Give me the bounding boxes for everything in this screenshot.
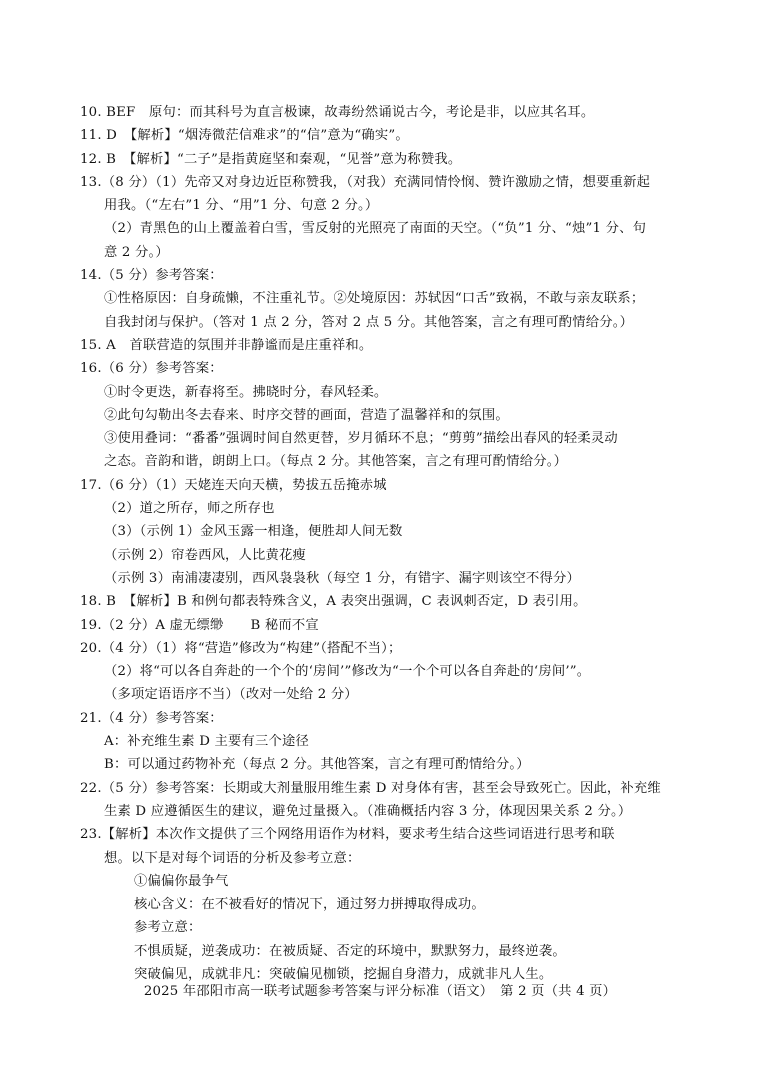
- answer-21-a: A：补充维生素 D 主要有三个途径: [104, 734, 309, 750]
- answer-14-heading: 14.（5 分）参考答案：: [80, 268, 223, 284]
- answer-13-line-2: 用我。（“左右”1 分、“用”1 分、句意 2 分。）: [104, 198, 379, 214]
- answer-12: 12. B 【解析】“二子”是指黄庭坚和秦观，“见誉”意为称赞我。: [80, 151, 462, 167]
- answer-key-content: [80, 101, 692, 986]
- answer-20-line-1: 20.（4 分）（1）将“营造”修改为“构建”（搭配不当）；: [80, 640, 402, 656]
- answer-23-reference-2: 突破偏见，成就非凡：突破偏见枷锁，挖掘自身潜力，成就非凡人生。: [134, 966, 553, 982]
- answer-15: 15. A 首联营造的氛围并非静谧而是庄重祥和。: [80, 337, 373, 353]
- answer-16-point-2: ②此句勾勒出冬去春来、时序交替的画面，营造了温馨祥和的氛围。: [104, 407, 509, 423]
- page-footer: 2025 年邵阳市高一联考试题参考答案与评分标准（语文） 第 2 页（共 4 页）: [143, 984, 617, 999]
- answer-18: 18. B 【解析】B 和例句都表特殊含义，A 表突出强调，C 表讽刺否定，D 表引用。: [80, 594, 587, 610]
- answer-11: 11. D 【解析】“烟涛微茫信难求”的“信”意为“确实”。: [80, 128, 409, 144]
- answer-23-core-meaning: 核心含义：在不被看好的情况下，通过努力拼搏取得成功。: [134, 897, 485, 913]
- answer-23-item-1-title: ①偏偏你最争气: [134, 873, 229, 889]
- answer-23-line-1: 23.【解析】本次作文提供了三个网络用语作为材料，要求考生结合这些词语进行思考和联: [80, 827, 615, 843]
- answer-14-line-1: ①性格原因：自身疏懒，不注重礼节。②处境原因：苏轼因“口舌”致祸，不敢与亲友联系；: [104, 291, 645, 307]
- answer-17-line-3: （3）（示例 1）金风玉露一相逢，便胜却人间无数: [104, 524, 403, 540]
- answer-17-line-5: （示例 3）南浦凄凄别，西风袅袅秋（每空 1 分，有错字、漏字则该空不得分）: [104, 570, 580, 586]
- answer-20-line-3: （多项定语语序不当）（改对一处给 2 分）: [104, 687, 358, 703]
- answer-22-line-1: 22.（5 分）参考答案：长期或大剂量服用维生素 D 对身体有害，甚至会导致死亡。因此，补充维: [80, 780, 661, 796]
- answer-19: 19.（2 分）A 虚无缥缈 B 秘而不宣: [80, 617, 319, 633]
- answer-17-line-4: （示例 2）帘卷西风，人比黄花瘦: [104, 547, 307, 563]
- answer-13-line-4: 意 2 分。）: [104, 244, 169, 260]
- answer-16-point-1: ①时令更迭，新春将至。拂晓时分，春风轻柔。: [104, 384, 388, 400]
- answer-21-heading: 21.（4 分）参考答案：: [80, 710, 223, 726]
- answer-23-reference-1: 不惧质疑，逆袭成功：在被质疑、否定的环境中，默默努力，最终逆袭。: [134, 943, 566, 959]
- answer-23-reference-heading: 参考立意：: [134, 920, 202, 936]
- answer-23-line-2: 想。以下是对每个词语的分析及参考立意：: [104, 850, 361, 866]
- answer-13-line-1: 13.（8 分）（1）先帝又对身边近臣称赞我，（对我）充满同情怜悯、赞许激励之情，想要重新起: [80, 174, 651, 190]
- answer-10: 10. BEF 原句：而其科号为直言极谏，故毒纷然诵说古今，考论是非，以应其名耳。: [80, 105, 595, 120]
- answer-16-point-3: ③使用叠词：“番番”强调时间自然更替，岁月循环不息；“剪剪”描绘出春风的轻柔灵动: [104, 431, 618, 447]
- answer-16-heading: 16.（6 分）参考答案：: [80, 361, 223, 377]
- answer-17-line-1: 17.（6 分）（1）天姥连天向天横，势拔五岳掩赤城: [80, 477, 387, 493]
- answer-16-point-3-cont: 之态。音韵和谐，朗朗上口。（每点 2 分。其他答案，言之有理可酌情给分。）: [104, 454, 568, 470]
- answer-22-line-2: 生素 D 应遵循医生的建议，避免过量摄入。（准确概括内容 3 分，体现因果关系 2 分。）: [104, 803, 632, 819]
- answer-13-line-3: （2）青黑色的山上覆盖着白雪，雪反射的光照亮了南面的天空。（“负”1 分、“烛”1 分、句: [104, 221, 647, 237]
- answer-21-b: B：可以通过药物补充（每点 2 分。其他答案，言之有理可酌情给分。）: [104, 757, 530, 773]
- answer-14-line-2: 自我封闭与保护。（答对 1 点 2 分，答对 2 点 5 分。其他答案，言之有理可酌情给分。）: [104, 314, 634, 330]
- answer-20-line-2: （2）将“可以各自奔赴的一个个的‘房间’”修改为“一个个可以各自奔赴的‘房间’”。: [104, 664, 591, 680]
- answer-17-line-2: （2）道之所存，师之所存也: [104, 501, 275, 517]
